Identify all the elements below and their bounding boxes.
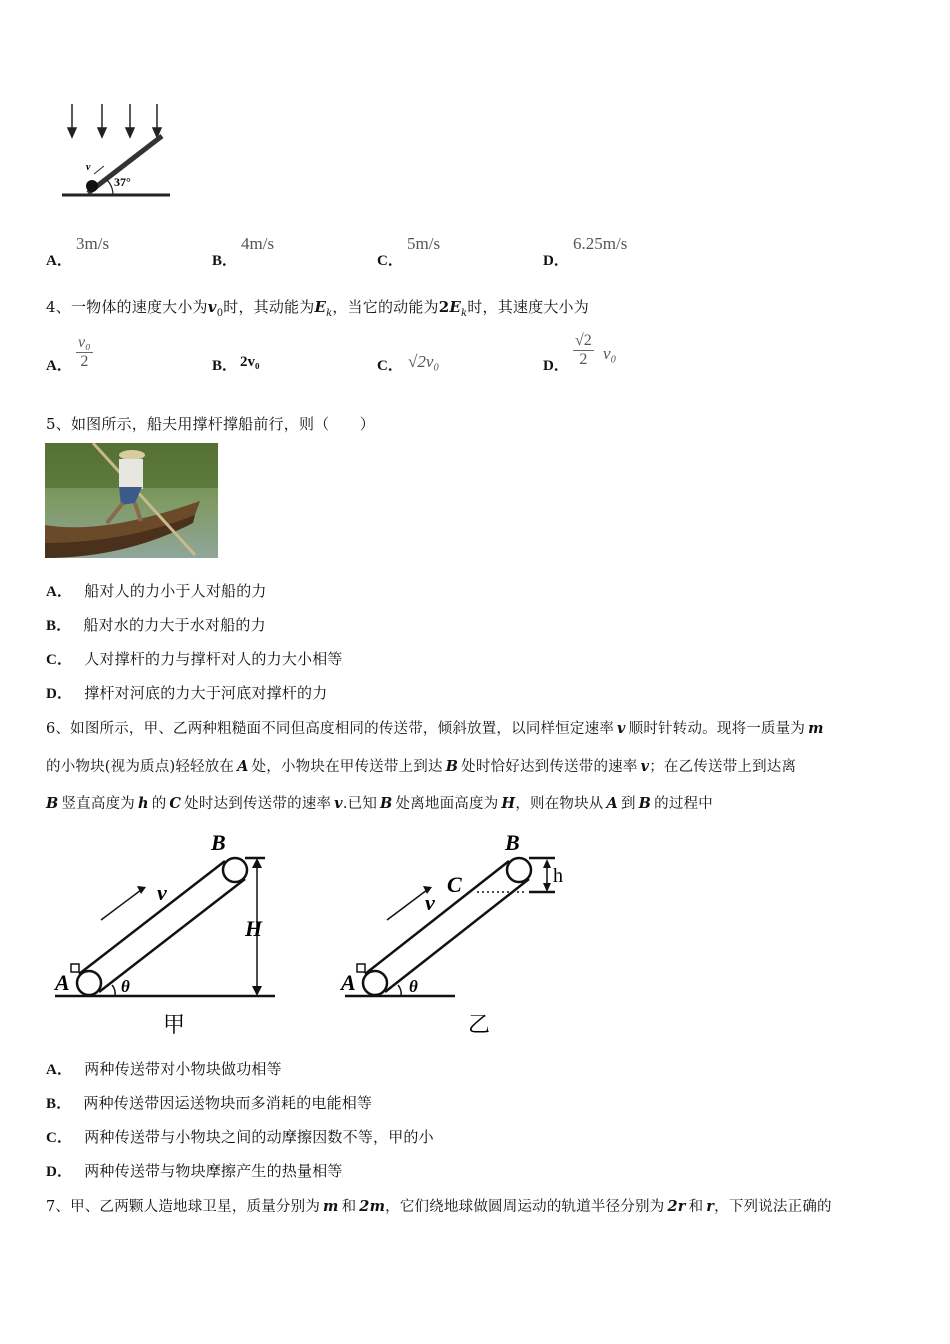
q3-option-c-label[interactable]: C． bbox=[377, 253, 403, 269]
q6-l2-b: 处，小物块在甲传送带上到达 bbox=[251, 759, 443, 775]
q4-text-1: 一物体的速度大小为 bbox=[70, 298, 208, 316]
q4-text-2: 时，其动能为 bbox=[223, 298, 315, 316]
velocity-arrow bbox=[94, 166, 104, 174]
q3-option-b-value: 4m/s bbox=[241, 234, 275, 253]
q4-ek-sub: k bbox=[326, 308, 333, 319]
yi-label-B: B bbox=[505, 830, 520, 855]
jia-label-B: B bbox=[211, 830, 226, 855]
rain-arrows bbox=[68, 104, 161, 137]
q4-ek-2: E bbox=[449, 298, 462, 316]
q7-stem bbox=[46, 1195, 832, 1216]
q6-option-b-label: B． bbox=[46, 1096, 72, 1112]
q3-option-b-label[interactable]: B． bbox=[212, 253, 238, 269]
jia-label-theta: θ bbox=[121, 977, 130, 996]
q5-option-b-text: 船对水的力大于水对船的力 bbox=[83, 616, 266, 634]
q6-l3-H: H bbox=[501, 795, 516, 812]
q4-option-c-value: √2v₀ bbox=[408, 352, 440, 371]
jia-label-H: H bbox=[245, 916, 263, 941]
q7-m2: 2m bbox=[359, 1198, 386, 1215]
yi-label-A: A bbox=[341, 970, 356, 995]
q5-option-d[interactable] bbox=[46, 682, 327, 703]
q4-options bbox=[0, 330, 950, 380]
q3-option-a-value: 3m/s bbox=[76, 234, 110, 253]
q4-v0-sub: 0 bbox=[216, 308, 224, 319]
q6-l2-c: 处时恰好达到传送带的速率 bbox=[461, 759, 638, 775]
q4-ek-sub-2: k bbox=[461, 308, 468, 319]
q4-v0: v bbox=[207, 298, 217, 316]
yi-label-C: C bbox=[447, 872, 462, 897]
q6-l3-e: 处离地面高度为 bbox=[395, 796, 499, 812]
q4-option-d-tail: v₀ bbox=[603, 344, 617, 363]
q6-line-2 bbox=[46, 755, 796, 776]
q4-option-d-den: 2 bbox=[579, 351, 588, 368]
q5-option-a[interactable] bbox=[46, 580, 267, 601]
yi-caption: 乙 bbox=[468, 1012, 491, 1037]
q7-d: 和 bbox=[688, 1199, 704, 1215]
q4-option-d-num: √2 bbox=[575, 332, 592, 349]
q6-l3-g: 到 bbox=[620, 796, 636, 812]
q6-option-b-text: 两种传送带因运送物块而多消耗的电能相等 bbox=[83, 1094, 373, 1112]
yi-label-v: v bbox=[425, 890, 435, 915]
q3-figure bbox=[58, 100, 183, 205]
q6-l3-v: v bbox=[334, 795, 343, 812]
q6-option-d[interactable] bbox=[46, 1160, 343, 1181]
q5-option-b-label: B． bbox=[46, 618, 72, 634]
q7-b: 和 bbox=[341, 1199, 357, 1215]
q5-option-b[interactable] bbox=[46, 614, 266, 635]
q6-option-a-text: 两种传送带对小物块做功相等 bbox=[84, 1060, 282, 1078]
q4-stem bbox=[46, 296, 589, 319]
velocity-label: v bbox=[86, 162, 91, 173]
q3-option-a-label[interactable]: A． bbox=[46, 253, 72, 269]
q6-option-b[interactable] bbox=[46, 1092, 372, 1113]
q6-l2-v: v bbox=[640, 758, 650, 775]
q6-l3-h2: 的过程中 bbox=[654, 796, 713, 812]
q6-option-c[interactable] bbox=[46, 1126, 434, 1147]
q4-option-a-fraction bbox=[76, 334, 93, 371]
q6-l3-A: A bbox=[606, 795, 618, 812]
q4-text-4: 时，其速度大小为 bbox=[467, 298, 589, 316]
q6-l3-C: C bbox=[169, 795, 182, 812]
q7-a: 7、甲、乙两颗人造地球卫星，质量分别为 bbox=[46, 1199, 321, 1215]
q4-option-b-value: 2v₀ bbox=[240, 354, 260, 370]
q6-l2-d: ；在乙传送带上到达离 bbox=[649, 759, 797, 775]
q6-l3-c: 处时达到传送带的速率 bbox=[184, 796, 332, 812]
q6-l1-a: 6、如图所示，甲、乙两种粗糙面不同但高度相同的传送带，倾斜放置，以同样恒定速率 bbox=[46, 721, 615, 737]
q4-text-3: ，当它的动能为 bbox=[332, 298, 439, 316]
q6-option-c-text: 两种传送带与小物块之间的动摩擦因数不等，甲的小 bbox=[84, 1128, 434, 1146]
q4-option-d-fraction bbox=[573, 332, 594, 369]
q6-l2-a: 的小物块(视为质点)轻轻放在 bbox=[46, 759, 235, 775]
q6-l3-B2: B bbox=[380, 795, 393, 812]
q4-ek: E bbox=[314, 298, 327, 316]
jia-caption: 甲 bbox=[163, 1012, 186, 1037]
q5-option-d-label: D． bbox=[46, 686, 73, 702]
q4-option-b-label[interactable]: B． bbox=[212, 358, 238, 374]
q7-e: ，下列说法正确的 bbox=[714, 1199, 832, 1215]
q7-c: ，它们绕地球做圆周运动的轨道半径分别为 bbox=[385, 1199, 665, 1215]
q5-option-c-label: C． bbox=[46, 652, 73, 668]
q4-two: 2 bbox=[438, 298, 450, 316]
q4-option-a-label[interactable]: A． bbox=[46, 358, 72, 374]
q6-l2-A: A bbox=[237, 758, 249, 775]
q6-l3-a: 竖直高度为 bbox=[61, 796, 135, 812]
q6-l1-b: 顺时针转动。现将一质量为 bbox=[628, 721, 806, 737]
q6-l3-h: h bbox=[137, 795, 149, 812]
q4-option-a-num: v₀ bbox=[78, 334, 91, 351]
q6-option-d-label: D． bbox=[46, 1164, 73, 1180]
q4-option-c-label[interactable]: C． bbox=[377, 358, 403, 374]
q6-option-a-label: A． bbox=[46, 1062, 73, 1078]
q5-option-c[interactable] bbox=[46, 648, 343, 669]
q5-option-d-text: 撑杆对河底的力大于河底对撑杆的力 bbox=[84, 684, 328, 702]
boatman-photo bbox=[45, 443, 218, 558]
q4-number: 4、 bbox=[46, 298, 71, 316]
q5-stem: 5、如图所示，船夫用撑杆撑船前行，则（ ） bbox=[46, 415, 375, 433]
q6-l3-b: 的 bbox=[151, 796, 167, 812]
q6-line-1 bbox=[46, 717, 824, 738]
q6-option-a[interactable] bbox=[46, 1058, 282, 1079]
q7-m: m bbox=[323, 1198, 339, 1215]
angle-label: 37° bbox=[114, 175, 131, 189]
q3-options bbox=[0, 230, 950, 270]
jia-label-A: A bbox=[55, 970, 70, 995]
q6-option-d-text: 两种传送带与物块摩擦产生的热量相等 bbox=[84, 1162, 343, 1180]
q3-option-d-value: 6.25m/s bbox=[573, 234, 628, 253]
q3-option-c-value: 5m/s bbox=[407, 234, 441, 253]
belt-jia bbox=[55, 858, 275, 996]
q6-l3-d: .已知 bbox=[342, 796, 378, 812]
q5-option-a-text: 船对人的力小于人对船的力 bbox=[84, 582, 267, 600]
q4-option-d-label[interactable]: D． bbox=[543, 358, 569, 374]
ball bbox=[86, 180, 98, 192]
q6-l2-B: B bbox=[445, 758, 459, 775]
q3-option-d-label[interactable]: D． bbox=[543, 253, 569, 269]
q6-l3-f: ，则在物块从 bbox=[515, 796, 604, 812]
yi-label-h: h bbox=[553, 865, 563, 887]
yi-label-theta: θ bbox=[409, 977, 418, 996]
q6-figure bbox=[45, 828, 605, 1043]
q7-r: r bbox=[706, 1198, 715, 1215]
q4-option-a-den: 2 bbox=[80, 353, 89, 370]
q7-r2: 2r bbox=[667, 1198, 686, 1215]
q6-line-3 bbox=[46, 792, 713, 813]
q5-option-c-text: 人对撑杆的力与撑杆对人的力大小相等 bbox=[84, 650, 343, 668]
q6-l1-m: m bbox=[808, 720, 824, 737]
q6-l3-B: B bbox=[46, 795, 59, 812]
q6-l1-v: v bbox=[617, 720, 626, 737]
q6-l3-B3: B bbox=[638, 795, 652, 812]
q6-option-c-label: C． bbox=[46, 1130, 73, 1146]
jia-label-v: v bbox=[157, 880, 167, 905]
q5-option-a-label: A． bbox=[46, 584, 73, 600]
